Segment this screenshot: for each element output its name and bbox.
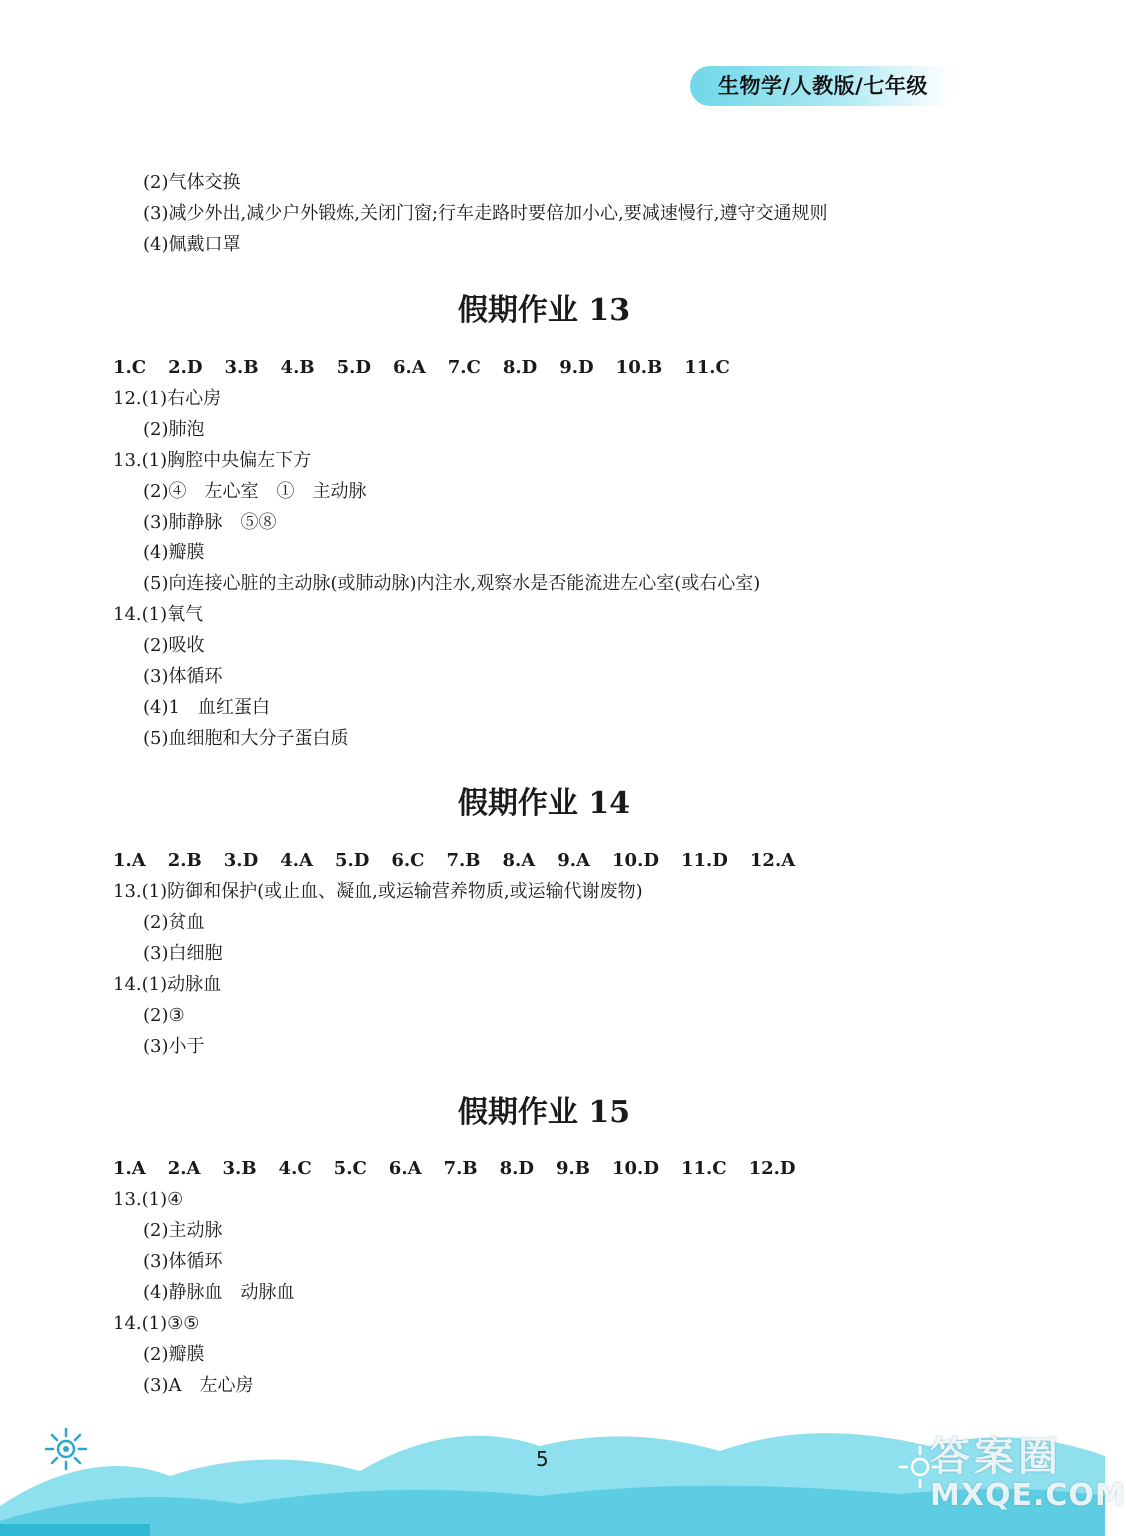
answer-line: 14.(1)氧气 [113,604,204,625]
answer-line: (3)白细胞 [143,943,223,964]
mc-answer: 2.A [167,1158,201,1179]
multiple-choice-answers-13 [113,356,752,380]
mc-answer: 1.C [113,357,147,378]
mc-answer: 11.D [680,850,728,871]
mc-answer: 10.D [612,850,659,871]
mc-answer: 3.D [223,850,259,871]
mc-answer: 7.C [447,357,481,378]
answer-line: (4)瓣膜 [143,542,205,563]
mc-answer: 4.B [280,357,315,378]
answer-line: 13.(1)胸腔中央偏左下方 [113,450,312,471]
multiple-choice-answers-15 [113,1157,818,1181]
mc-answer: 6.A [392,357,426,378]
answer-line: 13.(1)防御和保护(或止血、凝血,或运输营养物质,或运输代谢废物) [113,881,643,902]
answer-line: (4)静脉血 动脉血 [143,1282,295,1303]
section-title-15: 假期作业 15 [457,1095,631,1130]
answer-line: 12.(1)右心房 [113,388,222,409]
mc-answer: 9.A [557,850,591,871]
mc-answer: 5.C [333,1158,367,1179]
mc-answer: 10.B [615,357,663,378]
mc-answer: 4.C [278,1158,312,1179]
answer-line: (2)④ 左心室 ① 主动脉 [143,481,367,502]
mc-answer: 12.D [748,1158,796,1179]
section-title-13: 假期作业 13 [457,293,631,328]
mc-answer: 6.A [388,1158,422,1179]
mc-answer: 9.D [559,357,594,378]
mc-answer: 5.D [334,850,370,871]
answer-line: (2)③ [143,1005,185,1026]
mc-answer: 5.D [336,357,371,378]
watermark-url: MXQE.COM [930,1478,1126,1513]
answer-line: (5)向连接心脏的主动脉(或肺动脉)内注水,观察水是否能流进左心室(或右心室) [143,573,761,594]
mc-answer: 7.B [446,850,481,871]
mc-answer: 6.C [391,850,425,871]
watermark: 答案圈 [930,1434,1062,1480]
answer-line: 14.(1)动脉血 [113,974,222,995]
page-number: 5 [536,1447,549,1471]
answer-line: (2)肺泡 [143,419,205,440]
mc-answer: 11.C [680,1158,727,1179]
mc-answer: 9.B [555,1158,590,1179]
answer-line: (3)小于 [143,1036,205,1057]
mc-answer: 2.B [167,850,202,871]
answer-line: (3)体循环 [143,666,223,687]
answer-line: (4)佩戴口罩 [143,234,241,255]
answer-line: (3)A 左心房 [143,1375,254,1396]
mc-answer: 8.D [499,1158,534,1179]
section-title-14: 假期作业 14 [457,786,631,821]
answer-line: (2)吸收 [143,635,205,656]
sun-icon [44,1427,88,1471]
mc-answer: 11.C [684,357,730,378]
mc-answer: 8.D [502,357,538,378]
answer-line: (2)气体交换 [143,172,241,193]
answer-line: 13.(1)④ [113,1189,184,1210]
answer-line: (3)减少外出,减少户外锻炼,关闭门窗;行车走路时要倍加小心,要减速慢行,遵守交通规则 [143,203,828,224]
mc-answer: 1.A [113,850,146,871]
answer-line: (3)肺静脉 ⑤⑧ [143,512,277,533]
answer-line: (2)瓣膜 [143,1344,205,1365]
answer-line: (3)体循环 [143,1251,223,1272]
answer-line: 14.(1)③⑤ [113,1313,200,1334]
answer-line: (2)主动脉 [143,1220,223,1241]
answer-line: (2)贫血 [143,912,205,933]
mc-answer: 7.B [443,1158,478,1179]
mc-answer: 1.A [113,1158,146,1179]
mc-answer: 10.D [612,1158,659,1179]
multiple-choice-answers-14 [113,849,817,873]
mc-answer: 8.A [502,850,536,871]
mc-answer: 3.B [222,1158,257,1179]
mc-answer: 12.A [749,850,796,871]
mc-answer: 3.B [224,357,259,378]
mc-answer: 4.A [280,850,313,871]
header-title: 生物学/人教版/七年级 [718,74,928,98]
mc-answer: 2.D [168,357,203,378]
answer-line: (5)血细胞和大分子蛋白质 [143,728,349,749]
answer-line: (4)1 血红蛋白 [143,697,270,718]
